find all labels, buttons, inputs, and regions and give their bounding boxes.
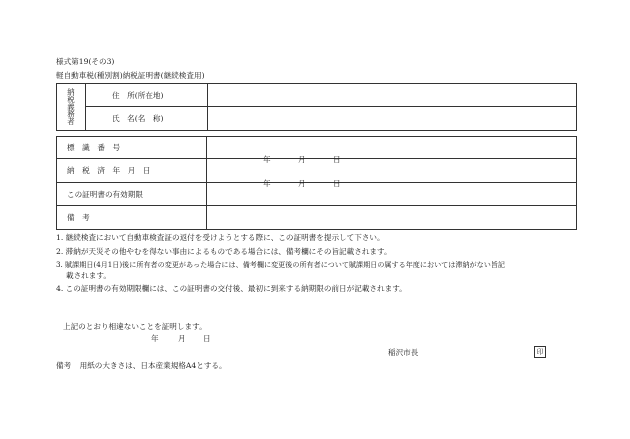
note-2-num: 2. (56, 247, 64, 256)
note-3-continued: 載されます。 (66, 271, 111, 280)
validity-label: この証明書の有効期限 (67, 189, 143, 199)
note-3 (56, 260, 505, 269)
validity-label-cell (57, 183, 207, 206)
note-1-text: 継続検査において自動車検査証の返付を受けようとする際に、この証明書を提示して下さい。 (65, 233, 385, 242)
paid-date-year: 年 (263, 155, 271, 164)
footer-note (56, 361, 227, 370)
name-value (208, 107, 577, 131)
remarks-label-cell (57, 206, 207, 230)
name-label-cell (86, 107, 208, 131)
remarks-label: 備 考 (67, 213, 90, 222)
address-label-cell (86, 84, 208, 107)
name-label: 氏 名(名 称) (112, 114, 164, 123)
certification-text: 上記のとおり相違ないことを証明します。 (63, 322, 207, 331)
address-value (208, 84, 577, 107)
paid-date-day: 日 (333, 155, 341, 164)
note-2-text: 滞納が天災その他やむを得ない事由によるものである場合には、備考欄にその旨記載されます。 (65, 247, 392, 256)
note-4 (56, 284, 407, 293)
note-1-num: 1. (56, 233, 64, 242)
remarks-value (207, 206, 577, 230)
footer-label: 備考 (56, 361, 72, 370)
taxpayer-label: 納税義務者 (66, 87, 76, 125)
address-label: 住 所(所在地) (112, 90, 164, 100)
note-1 (56, 233, 385, 242)
issue-date-day: 日 (203, 334, 211, 343)
taxpayer-table (56, 83, 577, 131)
note-4-text: この証明書の有効期限欄には、この証明書の交付後、最初に到来する納期限の前日が記載されます。 (65, 284, 407, 293)
validity-month: 月 (298, 179, 306, 188)
taxpayer-label-cell (57, 84, 86, 131)
note-2 (56, 247, 392, 256)
footer-text: 用紙の大きさは、日本産業規格A4とする。 (79, 361, 227, 370)
paid-date-label-cell (57, 159, 207, 183)
issuer-name: 稲沢市長 (388, 348, 419, 357)
plate-value (207, 137, 577, 159)
note-3-text: 賦課期日(4月1日)後に所有者の変更があった場合には、備考欄に変更後の所有者について賦課期日の属する年度においては滞納がない旨記 (65, 260, 506, 269)
paid-date-label: 納 税 済 年 月 日 (67, 166, 151, 175)
seal-mark: 印 (534, 346, 546, 358)
issue-date-year: 年 (151, 334, 159, 343)
validity-value (207, 179, 577, 206)
validity-year: 年 (263, 179, 271, 188)
paid-date-month: 月 (298, 155, 306, 164)
note-4-num: 4. (56, 284, 64, 293)
form-number: 様式第19(その3) (56, 57, 115, 66)
plate-label-cell (57, 137, 207, 159)
details-table (56, 136, 577, 230)
plate-label: 標 識 番 号 (67, 143, 121, 152)
paid-date-value (207, 155, 577, 183)
validity-day: 日 (333, 179, 341, 188)
note-3-num: 3. (56, 260, 63, 269)
form-title: 軽自動車税(種別割)納税証明書(継続検査用) (56, 71, 205, 80)
issue-date-month: 月 (178, 334, 186, 343)
